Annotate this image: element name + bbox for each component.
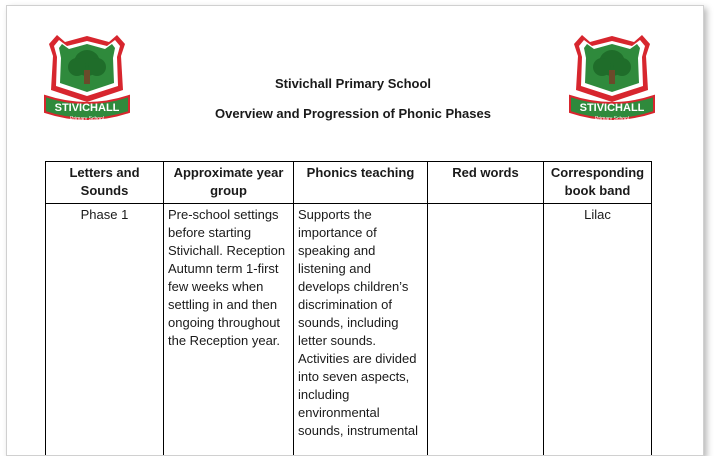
cell-letters-sounds: Phase 1 xyxy=(46,204,164,456)
table-row xyxy=(46,204,652,456)
table-header-row xyxy=(46,162,652,204)
cell-year-group: Pre-school settings before starting Stivichall. Reception Autumn term 1-first few weeks when settling in and then ongoing throughout the Reception year. xyxy=(164,204,294,456)
header-red-words: Red words xyxy=(428,162,544,204)
document-page xyxy=(6,5,704,456)
cell-phonics-teaching: Supports the importance of speaking and listening and develops children’s discrimination of sounds, including letter sounds. Activities are divided into seven aspects, including environmental sounds, instrumental xyxy=(294,204,428,456)
header-letters-sounds: Letters and Sounds xyxy=(46,162,164,204)
header-phonics-teaching: Phonics teaching xyxy=(294,162,428,204)
logo-left-subtext: Primary School xyxy=(70,116,104,122)
header-year-group: Approximate year group xyxy=(164,162,294,204)
logo-left-text: STIVICHALL xyxy=(55,102,120,114)
school-name: Stivichall Primary School xyxy=(6,76,701,91)
logo-right-text: STIVICHALL xyxy=(580,102,645,114)
logo-right-subtext: Primary School xyxy=(595,116,629,122)
cell-red-words xyxy=(428,204,544,456)
cell-book-band: Lilac xyxy=(544,204,652,456)
phonics-table xyxy=(45,161,652,456)
document-title: Overview and Progression of Phonic Phases xyxy=(6,106,701,121)
header-book-band: Corresponding book band xyxy=(544,162,652,204)
